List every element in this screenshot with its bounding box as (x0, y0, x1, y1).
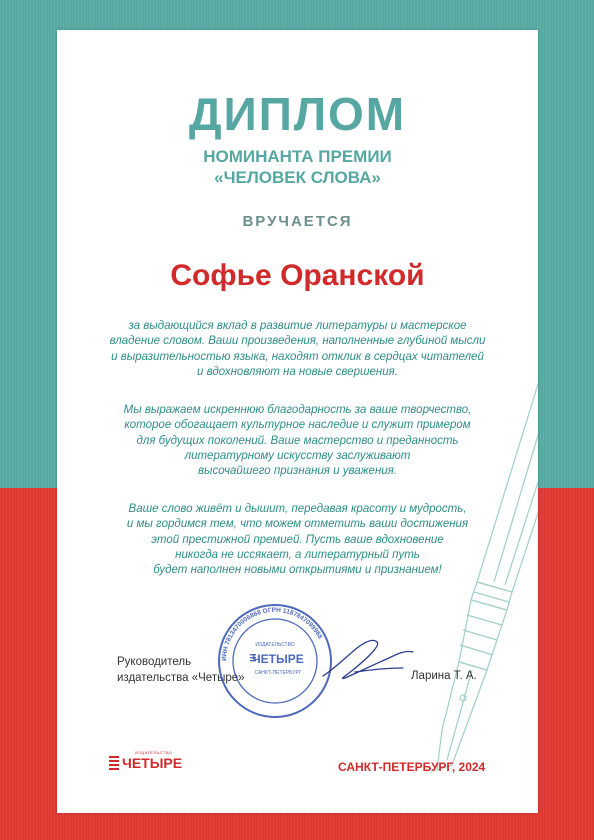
diploma-subtitle-line2: «ЧЕЛОВЕК СЛОВА» (214, 168, 381, 187)
paragraph-line: для будущих поколений. Ваше мастерство и преданность (136, 434, 459, 447)
paragraph-2 (87, 403, 508, 479)
signature-mark (315, 628, 425, 688)
signatory-role-line1: Руководитель (117, 656, 192, 668)
signatory-name: Ларина Т. А. (411, 670, 477, 682)
diploma-subtitle-line1: НОМИНАНТА ПРЕМИИ (203, 147, 392, 166)
publisher-logo-icon (109, 756, 119, 770)
paragraph-line: за выдающийся вклад в развитие литературы и мастерское (128, 320, 467, 332)
publisher-logo-small: ИЗДАТЕЛЬСТВО (135, 750, 173, 755)
stamp-center-text: ЧЕТЫРЕ (252, 652, 304, 666)
diploma-sheet (57, 30, 538, 813)
signatory-role-line2: издательства «Четыре» (117, 672, 245, 684)
city-year: САНКТ-ПЕТЕРБУРГ, 2024 (338, 760, 486, 774)
paragraph-line: никогда не иссякает, а литературный путь (175, 548, 420, 561)
paragraph-line: Мы выражаем искреннюю благодарность за ваше творчество, (123, 404, 472, 416)
paragraph-line: литературному искусству заслуживают (184, 449, 411, 462)
paragraph-line: Ваше слово живёт и дышит, передавая красоту и мудрость, (128, 503, 467, 515)
paragraph-line: высочайшего признания и уважения. (197, 465, 398, 478)
paragraph-line: и выразительностью языка, находят отклик в сердцах читателей (111, 350, 484, 363)
paragraph-1 (87, 319, 508, 380)
paragraph-line: этой престижной премией. Пусть ваше вдохновение (151, 533, 444, 546)
publisher-logo (109, 750, 183, 771)
paragraph-line: владение словом. Ваши произведения, наполненные глубиной мысли (109, 335, 486, 348)
publisher-logo-text: ЧЕТЫРЕ (122, 755, 183, 771)
presented-label: ВРУЧАЕТСЯ (242, 213, 353, 230)
paragraph-line: и мы гордимся тем, что можем отметить ваши достижения (126, 518, 469, 531)
paragraph-line: и вдохновляют на новые свершения. (197, 365, 398, 378)
stamp-ring-text: ИНН 7813470006868 ОГРН 1187847099968 (220, 606, 324, 662)
paragraph-3 (87, 502, 508, 578)
diploma-title: ДИПЛОМ (188, 88, 407, 140)
stamp-city-text: САНКТ-ПЕТЕРБУРГ (254, 670, 302, 676)
paragraph-line: которое обогащает культурное наследие и служит примером (124, 419, 471, 432)
stamp-top-text: ИЗДАТЕЛЬСТВО (255, 642, 295, 648)
recipient-name: Софье Оранской (170, 259, 425, 292)
paragraph-line: будет наполнен новыми открытиями и признанием! (153, 564, 442, 577)
